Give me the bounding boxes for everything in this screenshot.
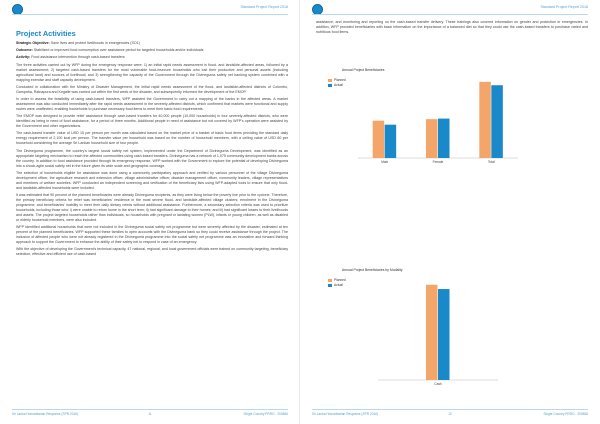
- body-paragraph: With the objective of developing the Government's technical capacity, 47 national, regional, and local government officials were trained on community targeting, beneficiary selection, effective and efficient use of cash-based: [16, 247, 288, 257]
- footer-rule: [12, 409, 288, 410]
- strategic-label: Strategic Objective:: [16, 41, 50, 45]
- footer-ref: Single Country PRRO - 200866: [543, 412, 588, 416]
- body-paragraph: The three activities carried out by WFP during the emergency response were: 1) an initial rapid needs assessment in flood- and landslide-affected areas, followed by a market assessment; 2) targeted cash-based transfers for the most vulnerable food-insecure households who lost their productive and personal assets (including agricultural land) and sources of livelihood; and 3) strengthening the capacity of the Government through the Divineguma safety net banking system combined with a mapping exercise and staff capacity development.: [16, 62, 288, 82]
- chart-title: Annual Project Beneficiaries by Modality: [342, 268, 403, 272]
- footer-code: Sri Lanka Humanitarian Response (SPR 2016): [312, 412, 379, 416]
- bar-planned-female: [426, 119, 438, 158]
- bar-planned-male: [373, 121, 385, 158]
- x-tick-label: Male: [381, 160, 389, 164]
- page-footer: [312, 412, 588, 418]
- bar-actual-female: [438, 119, 450, 158]
- activity-text: Food assistance intervention through cash-based transfers: [31, 55, 125, 60]
- legend-label: Planned: [334, 78, 346, 82]
- bar-actual-total: [491, 85, 503, 158]
- header-rule: [12, 14, 288, 15]
- body-paragraph: assistance, and monitoring and reporting on the cash-based transfer delivery. These trainings also covered information on gender and protection in emergencies. In addition, WFP provided beneficiaries with basic information on the importance of a balanced diet so that they could use the cash-based transfers to purchase varied and nutritious food items.: [316, 20, 588, 34]
- footer-rule: [312, 409, 588, 410]
- footer-ref: Single Country PRRO - 200866: [243, 412, 288, 416]
- bar-planned-cash: [426, 285, 438, 380]
- body-paragraph: The Divineguma programme, the country's largest social safety net system, implemented under the Department of Divineguma Development, was identified as an appropriate targeting mechanism to reach the affected communities using cash-based transfers. Divineguma has a network of 1,075 community development banks across the country. In addition to food assistance provided through its emergency response, WFP worked with the Government to explore the potential of developing Divineguma into a shock-agile social safety net in the future given its wide scale and geographic coverage.: [16, 148, 289, 168]
- outcome-label: Outcome:: [16, 48, 33, 53]
- chart-svg: [328, 268, 548, 386]
- x-tick-label: Female: [432, 160, 444, 164]
- header-title: Standard Project Report 2016: [240, 5, 288, 9]
- body-paragraph: The EMOP was designed to provide relief assistance through cash-based transfers for 40,000 people (10,000 households) in four severely-affected districts, who were identified as being in need of food assistance, for a period of three months. Additional people in need of assistance but not covered by WFP's operation were assisted by the Government and other organizations.: [16, 114, 288, 129]
- activity: [16, 55, 288, 60]
- legend-label: Actual: [334, 283, 343, 287]
- chart-svg: [328, 68, 548, 170]
- body-paragraph: The selection of households eligible for assistance was done using a community participatory approach and verified by various personnel of the village Divineguma development officer, the agriculture research and extension officer, village administrative officer, disaster management officer, community leaders, village representatives and members of welfare societies. WFP conducted an independent screening and verification of the beneficiary lists using WFP-adapted tools to ensure that only flood- and landslide-affected households were included.: [16, 170, 288, 190]
- outcome: [16, 48, 288, 53]
- bar-actual-cash: [438, 289, 450, 380]
- section-title: Project Activities: [16, 29, 76, 38]
- body-paragraph: WFP identified additional households that were not included in the Divineguma social safety net programme but were severely affected by the disaster, estimated at ten percent of the planned beneficiaries. WFP supported these families to open accounts with the Divineguma bank so they could receive assistance through the project. The inclusion of affected people who were not already registered in the Divineguma programme into the social safety net programme was an innovative and forward-thinking approach to support the Government to enhance the ability of their safety net to respond in case of an emergency.: [16, 225, 288, 245]
- page-number: 12: [448, 412, 452, 416]
- footer-code: Sri Lanka Humanitarian Response (SPR 2016): [12, 412, 79, 416]
- body-paragraph: In order to assess the feasibility of using cash-based transfers, WFP assisted the Government to carry out a mapping of the banks in the affected areas. A market assessment was also conducted immediately after the rapid needs assessment in the severely-affected districts, which confirmed that markets were functional and supply routes were unaffected, enabling households to purchase necessary food items to meet their basic food requirements.: [16, 96, 288, 111]
- strategic-objective: [16, 41, 288, 46]
- beneficiaries-chart: [328, 68, 548, 170]
- left-content: [16, 20, 288, 404]
- body-paragraph: The cash-based transfer value of USD 15 per person per month was calculated based on the market price of a basket of basic food items providing the standard daily energy requirement of 2,100 kcal per person. The transfer value per household was based on the number of household members, with a ceiling value of USD 60 per household considering the average Sri Lankan household size of four people.: [16, 131, 288, 146]
- chart-title: Annual Project Beneficiaries: [342, 68, 385, 72]
- header-title: Standard Project Report 2016: [540, 5, 588, 9]
- page-footer: [12, 412, 288, 418]
- modality-chart: [328, 268, 548, 386]
- bar-actual-male: [385, 125, 397, 158]
- x-tick-label: Total: [487, 160, 495, 164]
- header-rule: [312, 14, 588, 15]
- x-tick-label: Cash: [434, 382, 442, 386]
- legend-label: Planned: [334, 278, 346, 282]
- page-right: [300, 0, 600, 424]
- strategic-text: Save lives and protect livelihoods in emergencies (SO1): [50, 41, 140, 45]
- body-paragraph: Conducted in collaboration with the Ministry of Disaster Management, the initial rapid needs assessment of the flood- and landslide-affected districts of Colombo, Gampaha, Ratnapura and Kegalle was carried out within the first week of the disaster, and subsequently informed the development of the EMOP.: [16, 84, 288, 94]
- bar-planned-total: [479, 82, 491, 158]
- page-number: 11: [148, 412, 152, 416]
- body-paragraph: It was estimated that 90 percent of the planned beneficiaries were already Divineguma recipients, as they were living below the poverty line prior to the cyclone. Therefore, the primary beneficiary criteria for relief was beneficiaries' residence in the most severe flood- and landslide-affected village clusters; enrolment in the Divineguma programme; and beneficiaries' inability to meet their daily dietary needs without additional assistance. Furthermore, a secondary selection criteria was used to prioritize households, including those who: i) were unable to return home in the short term; ii) had significant damage to their homes; and iii) had significant losses to their livelihoods and assets. The project targeted households rather than individuals, so households with pregnant or lactating women (PLW), infants or young children, as well as disabled or elderly household members, were also included.: [16, 192, 288, 222]
- legend-label: Actual: [334, 83, 343, 87]
- outcome-text: Stabilized or improved food consumption over assistance period for targeted households and/or individuals: [33, 48, 204, 53]
- activity-label: Activity:: [16, 55, 31, 60]
